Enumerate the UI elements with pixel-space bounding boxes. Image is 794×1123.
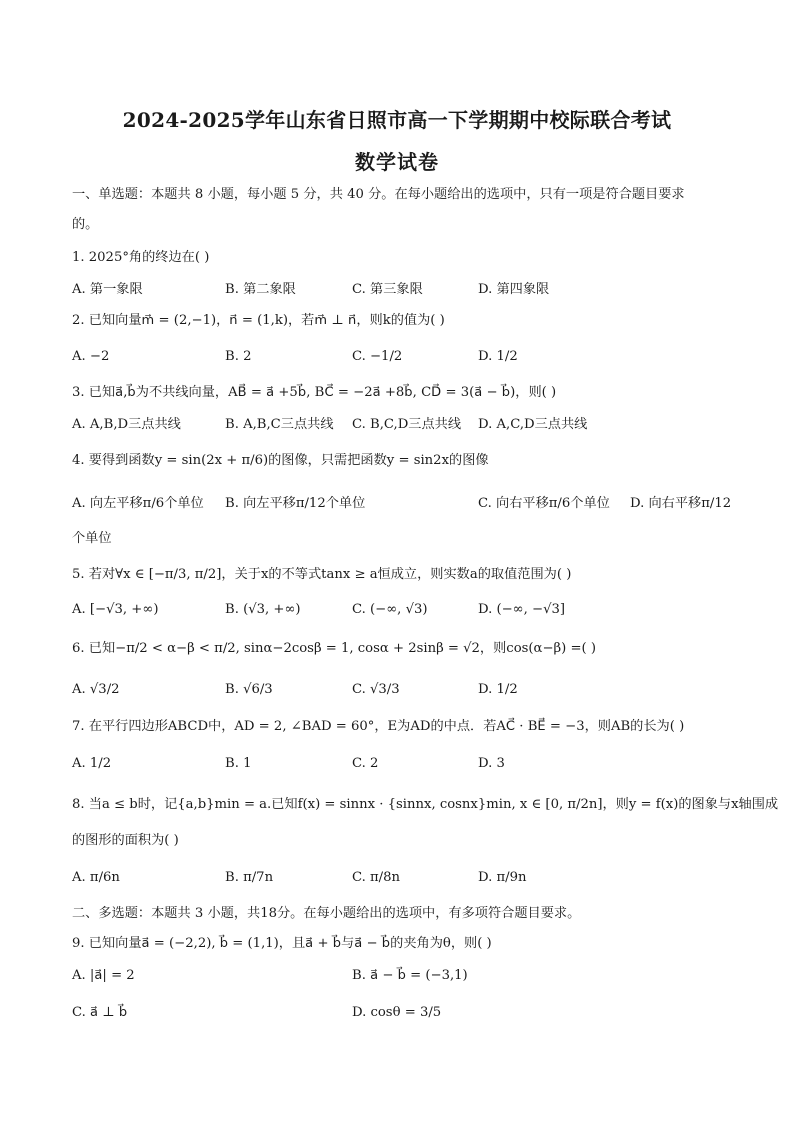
q9-option-b: B. a⃗ − b⃗ = (−3,1)	[352, 968, 468, 983]
q6-option-d: D. 1/2	[478, 682, 518, 697]
q5-option-a: A. [−√3, +∞)	[72, 602, 159, 617]
q8-stem: 8. 当a ≤ b时，记{a,b}min = a.已知f(x) = sinnx · {sinnx, cosnx}min, x ∈ [0, π/2n]，则y = f(x)的图象与x轴围成	[72, 797, 779, 812]
q8-option-c: C. π/8n	[352, 870, 400, 885]
q6-stem: 6. 已知−π/2 < α−β < π/2, sinα−2cosβ = 1, cosα + 2sinβ = √2，则cos(α−β) =( )	[72, 641, 596, 656]
q8-stem-cont: 的图形的面积为( )	[72, 833, 179, 848]
q4-stem: 4. 要得到函数y = sin(2x + π/6)的图像，只需把函数y = sin2x的图像	[72, 453, 489, 468]
q3-option-a: A. A,B,D三点共线	[72, 417, 181, 432]
q5-option-d: D. (−∞, −√3]	[478, 602, 566, 617]
q3-stem: 3. 已知a⃗,b⃗为不共线向量，AB⃗ = a⃗ +5b⃗, BC⃗ = −2a⃗ +8b⃗, CD⃗ = 3(a⃗ − b⃗)，则( )	[72, 385, 557, 400]
q1-option-d: D. 第四象限	[478, 282, 550, 297]
q9-option-d: D. cosθ = 3/5	[352, 1005, 442, 1020]
q2-option-a: A. −2	[72, 349, 110, 364]
q7-option-a: A. 1/2	[72, 756, 112, 771]
q4-option-d: D. 向右平移π/12	[630, 496, 732, 511]
q9-stem: 9. 已知向量a⃗ = (−2,2), b⃗ = (1,1)，且a⃗ + b⃗与a⃗ − b⃗的夹角为θ，则( )	[72, 936, 492, 951]
section1-heading: 一、单选题：本题共 8 小题，每小题 5 分，共 40 分。在每小题给出的选项中，只有一项是符合题目要求	[72, 187, 685, 202]
q3-option-d: D. A,C,D三点共线	[478, 417, 588, 432]
q8-option-b: B. π/7n	[225, 870, 274, 885]
q7-stem: 7. 在平行四边形ABCD中，AD = 2, ∠BAD = 60°，E为AD的中点．若AC⃗ · BE⃗ = −3，则AB的长为( )	[72, 719, 685, 734]
q5-option-b: B. (√3, +∞)	[225, 602, 301, 617]
q3-option-b: B. A,B,C三点共线	[225, 417, 334, 432]
q6-option-c: C. √3/3	[352, 682, 400, 697]
q7-option-d: D. 3	[478, 756, 505, 771]
q5-stem: 5. 若对∀x ∈ [−π/3, π/2]，关于x的不等式tanx ≥ a恒成立，则实数a的取值范围为( )	[72, 567, 572, 582]
q3-option-c: C. B,C,D三点共线	[352, 417, 462, 432]
q9-option-c: C. a⃗ ⊥ b⃗	[72, 1005, 128, 1020]
q7-option-b: B. 1	[225, 756, 252, 771]
q2-option-c: C. −1/2	[352, 349, 403, 364]
q2-stem: 2. 已知向量m⃗ = (2,−1)，n⃗ = (1,k)，若m⃗ ⊥ n⃗，则k的值为( )	[72, 313, 445, 328]
q4-option-d-cont: 个单位	[72, 531, 112, 546]
q6-option-a: A. √3/2	[72, 682, 120, 697]
q8-option-d: D. π/9n	[478, 870, 527, 885]
q2-option-b: B. 2	[225, 349, 252, 364]
q6-option-b: B. √6/3	[225, 682, 273, 697]
section2-heading: 二、多选题：本题共 3 小题，共18分。在每小题给出的选项中，有多项符合题目要求。	[72, 906, 581, 921]
q2-option-d: D. 1/2	[478, 349, 518, 364]
q5-option-c: C. (−∞, √3)	[352, 602, 428, 617]
q1-stem: 1. 2025°角的终边在( )	[72, 250, 210, 265]
q4-option-a: A. 向左平移π/6个单位	[72, 496, 204, 511]
q7-option-c: C. 2	[352, 756, 379, 771]
q4-option-b: B. 向左平移π/12个单位	[225, 496, 366, 511]
q1-option-c: C. 第三象限	[352, 282, 423, 297]
q1-option-b: B. 第二象限	[225, 282, 296, 297]
exam-subtitle: 数学试卷	[355, 150, 439, 174]
section1-heading-cont: 的。	[72, 217, 99, 232]
exam-title: 2024-2025学年山东省日照市高一下学期期中校际联合考试	[122, 108, 672, 132]
q9-option-a: A. |a⃗| = 2	[72, 968, 135, 983]
q4-option-c: C. 向右平移π/6个单位	[478, 496, 610, 511]
q1-option-a: A. 第一象限	[72, 282, 143, 297]
q8-option-a: A. π/6n	[72, 870, 120, 885]
